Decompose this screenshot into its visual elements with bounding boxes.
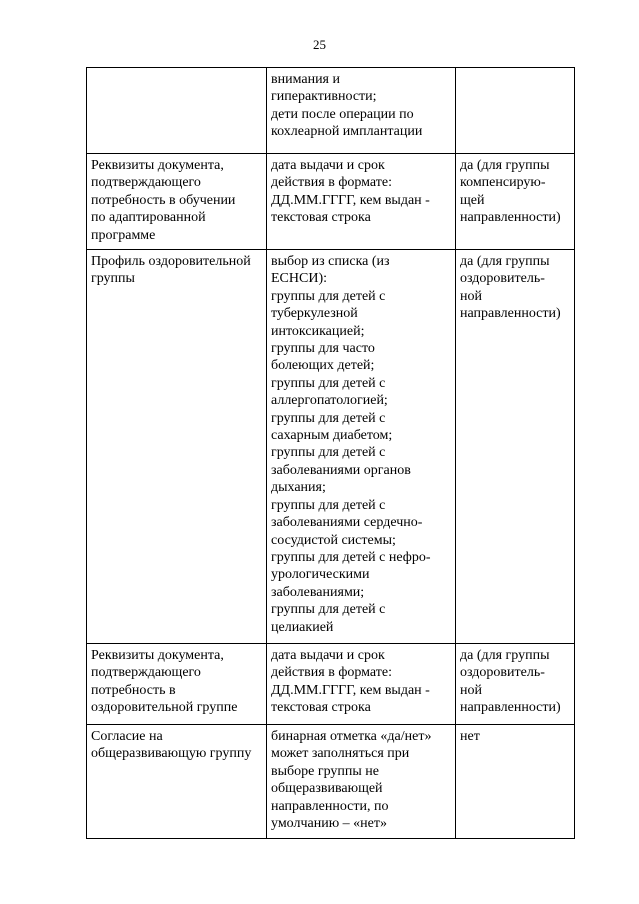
required-cell: да (для группы компенсирую- щей направленности): [456, 154, 575, 250]
page-number: 25: [313, 37, 326, 52]
required-cell: да (для группы оздоровитель- ной направленности): [456, 250, 575, 644]
table-row: [87, 68, 575, 154]
table-row: [87, 644, 575, 725]
format-cell: выбор из списка (из ЕСНСИ): группы для детей с туберкулезной интоксикацией; группы для часто болеющих детей; группы для детей с аллергопатологией; группы для детей с сахарным диабетом; группы для детей с заболеваниями органов дыхания; группы для детей с заболеваниями сердечно- сосудистой системы; группы для детей с нефро- урологическими заболеваниями; группы для детей с целиакией: [267, 250, 456, 644]
format-cell: дата выдачи и срок действия в формате: ДД.ММ.ГГГГ, кем выдан - текстовая строка: [267, 644, 456, 725]
format-cell: бинарная отметка «да/нет» может заполняться при выборе группы не общеразвивающей направленности, по умолчанию – «нет»: [267, 725, 456, 839]
required-cell: [456, 68, 575, 154]
required-cell: нет: [456, 725, 575, 839]
format-cell: дата выдачи и срок действия в формате: ДД.ММ.ГГГГ, кем выдан - текстовая строка: [267, 154, 456, 250]
field-name-cell: Согласие на общеразвивающую группу: [87, 725, 267, 839]
table-row: [87, 250, 575, 644]
field-name-cell: Профиль оздоровительной группы: [87, 250, 267, 644]
format-cell: внимания и гиперактивности; дети после операции по кохлеарной имплантации: [267, 68, 456, 154]
required-cell: да (для группы оздоровитель- ной направленности): [456, 644, 575, 725]
field-name-cell: Реквизиты документа, подтверждающего потребность в оздоровительной группе: [87, 644, 267, 725]
field-name-cell: Реквизиты документа, подтверждающего потребность в обучении по адаптированной программе: [87, 154, 267, 250]
table-row: [87, 154, 575, 250]
field-name-cell: [87, 68, 267, 154]
table-row: [87, 725, 575, 839]
requirements-table: [86, 67, 575, 839]
